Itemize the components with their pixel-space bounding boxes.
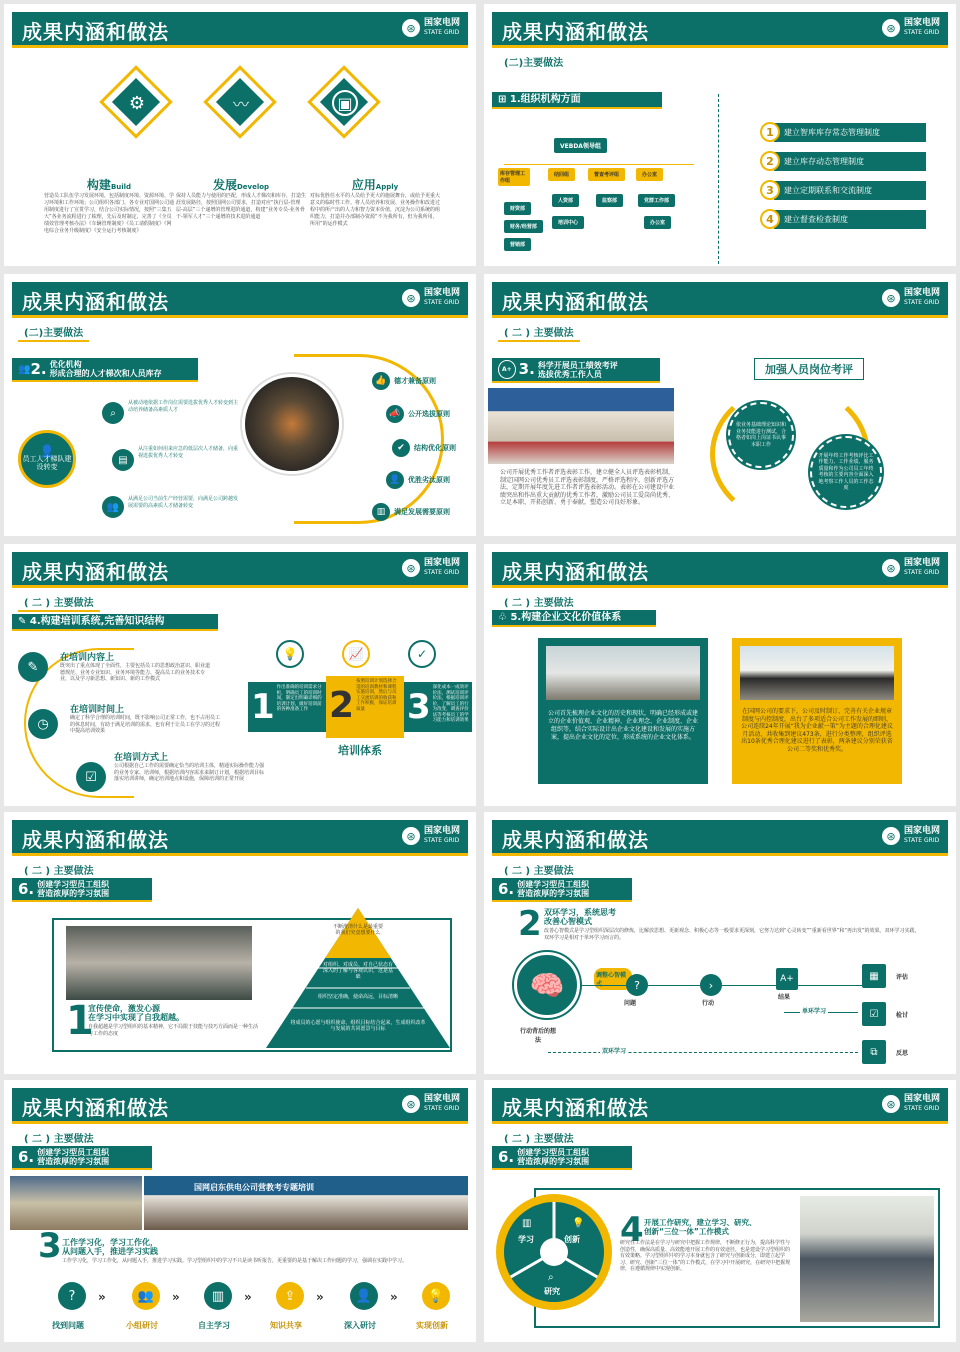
principle-item xyxy=(372,503,450,521)
logo-cn: 国家电网 xyxy=(903,558,940,568)
apply-column xyxy=(310,176,440,228)
section-heading-text: 4.构建培训系统,完善知识结构 xyxy=(29,616,165,627)
trinity-label-learn: 学习 xyxy=(518,1235,534,1244)
org-chart-icon: ⊞ xyxy=(498,94,510,105)
block-text: 确定了科学合理的培训时间，既不影响公司正常工作，也不占用员工的休息时间，有助于满足培训的需求，也有利于让员工在学习的过程中提高培训效果 xyxy=(70,715,221,734)
meeting-photo xyxy=(546,646,700,700)
book-icon: ▥ xyxy=(522,1218,532,1229)
slide-header xyxy=(492,282,948,318)
list-item xyxy=(760,180,926,200)
learning-step: 知识共享 xyxy=(270,1321,302,1330)
list-item xyxy=(760,151,926,171)
section-number: 3. xyxy=(518,360,535,378)
section-number: 2. xyxy=(30,359,47,378)
brain-icon: 🧠 xyxy=(514,952,580,1018)
people-icon: 👥 xyxy=(18,363,31,375)
section-subtitle: (二)主要做法 xyxy=(504,58,564,69)
slide-header xyxy=(492,12,948,48)
section-line2: 营造浓厚的学习氛围 xyxy=(517,1157,590,1166)
double-loop-label: 双环学习 xyxy=(602,1048,627,1055)
step-title-line1: 工作学习化，学习工作化， xyxy=(62,1238,158,1247)
user-icon: 👤 xyxy=(386,471,404,489)
check-icon: ✔ xyxy=(392,439,410,457)
step-number: 3 xyxy=(38,1226,62,1266)
step-number: 2 xyxy=(518,904,542,944)
site-visit-photo xyxy=(800,1196,934,1322)
state-grid-icon: ⊛ xyxy=(402,827,420,845)
org-l2: 财务/经营部 xyxy=(504,220,543,233)
slide-title: 成果内涵和做法 xyxy=(22,828,169,852)
logo-en: STATE GRID xyxy=(423,1105,460,1112)
build-title: 构建 xyxy=(86,178,111,192)
state-grid-icon: ⊛ xyxy=(402,289,420,307)
slide-title: 成果内涵和做法 xyxy=(502,828,649,852)
annual-review-circle xyxy=(810,436,882,508)
logo-en: STATE GRID xyxy=(903,569,940,576)
logo-en: STATE GRID xyxy=(903,1105,940,1112)
state-grid-logo xyxy=(402,559,460,577)
principle-item xyxy=(392,439,456,457)
section-line2: 形成合理的人才梯次和人员库存 xyxy=(49,369,162,378)
learning-step: 小组研讨 xyxy=(126,1321,158,1330)
slide-5 xyxy=(4,544,476,806)
slide-header xyxy=(12,1088,468,1124)
meeting-photo xyxy=(10,1176,142,1230)
list-number: 1 xyxy=(760,122,780,142)
state-grid-icon: ⊛ xyxy=(882,559,900,577)
build-text: 营造员工队伍学习发展环境，包括制度环境、资源环境、学习环境和工作环境；公司组织各部门、各专业对国网公司通用制度进行了宣贯学习，结合公司实际情况，按照“三集五大”各业务流程进行了梳理，先后及时制定、完善了《全员绩效管理考核办法》《车辆管理制度》《员工请假制度》《网电综合业务升级制度》《安全运行考核制度》 xyxy=(44,193,175,234)
slide-header xyxy=(12,820,468,856)
banner-text: 国网启东供电公司营教考专题培训 xyxy=(194,1183,314,1192)
training-system-label: 培训体系 xyxy=(338,744,382,757)
list-text: 建立定期联系和交流制度 xyxy=(774,181,926,200)
step-title-line2: 改善心智模式 xyxy=(544,917,592,926)
section-heading xyxy=(492,92,662,109)
divider xyxy=(718,94,719,264)
state-grid-logo xyxy=(882,1095,940,1113)
section-line1: 创建学习型员工组织 xyxy=(517,880,590,889)
state-grid-icon: ⊛ xyxy=(402,559,420,577)
logo-cn: 国家电网 xyxy=(903,288,940,298)
apply-en: Apply xyxy=(375,183,399,191)
slide-header xyxy=(12,552,468,588)
list-number: 4 xyxy=(760,209,780,229)
section-heading xyxy=(492,1146,632,1170)
training-block xyxy=(60,650,210,683)
step-title xyxy=(644,1218,757,1236)
slide-header xyxy=(12,282,468,318)
learning-step: 实现创新 xyxy=(416,1321,448,1330)
org-l2: 人资部 xyxy=(552,194,579,207)
block-text: 既突出了重点体现了全面性，主要包括员工的思想政治意识、职业道德规范、业务专业知识、业务环境等能力、提高员工的业务技术专业，以及学习新思想、新知识、新的工作模式 xyxy=(60,663,211,682)
section-line1: 创建学习型员工组织 xyxy=(37,880,110,889)
step-text: 深化成本一成效评价法，测试培训评价法，根据培训评价，了解员工的行为改变，调查评价法等考核员工的学习能力和培训效果 xyxy=(432,685,469,723)
system-list xyxy=(760,122,926,229)
section-heading xyxy=(12,1146,152,1170)
org-l1-a: 库存管理工作组 xyxy=(498,168,530,186)
arrow-right-icon: › xyxy=(700,974,722,996)
slide-4 xyxy=(484,274,956,536)
flow-step: 检讨 xyxy=(896,1012,909,1019)
org-l1-b: 结回组 xyxy=(548,168,575,181)
mental-model-label: 调整心智模式 xyxy=(594,968,632,990)
culture-panel-right xyxy=(732,638,902,784)
state-grid-icon: ⊛ xyxy=(882,289,900,307)
slide-title: 成果内涵和做法 xyxy=(502,290,649,314)
list-number: 2 xyxy=(760,151,780,171)
list-item xyxy=(760,122,926,142)
state-grid-icon: ⊛ xyxy=(402,19,420,37)
slide-title: 成果内涵和做法 xyxy=(502,1096,649,1120)
slide-header xyxy=(492,1088,948,1124)
folder-icon: ▤ xyxy=(112,449,134,471)
logo-cn: 国家电网 xyxy=(423,826,460,836)
state-grid-logo xyxy=(402,289,460,307)
list-number: 3 xyxy=(760,180,780,200)
logo-cn: 国家电网 xyxy=(903,18,940,28)
section-number: 6. xyxy=(498,1147,515,1166)
group-photo xyxy=(740,646,894,700)
left-point: 从被动地依据工作岗位需要选拔优秀人才转变到主动培养储备高素质人才 xyxy=(128,400,239,413)
state-grid-logo xyxy=(882,827,940,845)
state-grid-icon: ⊛ xyxy=(882,1095,900,1113)
cube-icon: ▣ xyxy=(332,90,358,116)
org-l1-c: 督查考评组 xyxy=(588,168,625,181)
develop-text: 保持人员能力与使用的匹配，形成人才梯次和库存，打造生涯发展路径，按照国网公司要求，打造对应“执行层-管理层-高层”三个递增的管理进阶通道，构建“业务专员-业务骨干-领军人才”三个递增的技术进阶通道 xyxy=(176,193,307,220)
award-photo xyxy=(488,388,674,464)
org-l2: 党群工作部 xyxy=(638,194,675,207)
section-line2: 营造浓厚的学习氛围 xyxy=(37,1157,110,1166)
flow-step: 行动 xyxy=(702,1000,715,1007)
pyramid-level: 将成员的心愿与组织使命、组织目标结合起来，生成组织改革与发展的共同愿景与目标 xyxy=(290,1020,426,1032)
section-line1: 创建学习型员工组织 xyxy=(37,1148,110,1157)
search-icon: ⌕ xyxy=(102,402,124,424)
slide-title: 成果内涵和做法 xyxy=(502,20,649,44)
apply-text: 对标优胜任水平的人员给予更大的施展舞台，或给予更重大意义的临时性工作。将人员培养和发展、业务操作和改进过程中的所产出的人力和智力资本价值，沉淀为公司系统的组织能力，打造并办部制办资源“不为我所有，但为我所用，所用”的运作模式 xyxy=(310,193,441,227)
slide-header xyxy=(492,820,948,856)
principle-text: 结构优化原则 xyxy=(414,444,456,452)
section-heading xyxy=(12,358,198,382)
assessment-title: 加强人员岗位考评 xyxy=(754,358,864,380)
principle-item xyxy=(372,372,436,390)
slide-1 xyxy=(4,4,476,266)
logo-cn: 国家电网 xyxy=(423,18,460,28)
trend-icon: 〰 xyxy=(232,94,249,114)
trinity-label-research: 研究 xyxy=(544,1287,560,1296)
apply-title: 应用 xyxy=(351,178,376,192)
section-subtitle: ( 二 ) 主要做法 xyxy=(498,862,580,880)
step-number: 1 xyxy=(251,687,275,727)
megaphone-icon: 📣 xyxy=(386,405,404,423)
share-icon: ⇪ xyxy=(276,1282,304,1310)
step-text: 改善心智模式是学习型组织深层次的修炼，比解放思想、更新观念、积极心态等一般要求更深刻，它努力达到“心灵转变”“重新看世界”和“再出发”的效果。双环学习实践，双环学习是相对于单环学习而言的。 xyxy=(544,928,920,941)
slide-title: 成果内涵和做法 xyxy=(22,290,169,314)
step-number: 4 xyxy=(620,1210,644,1250)
principle-text: 优胜劣汰原则 xyxy=(408,476,450,484)
growth-chart-icon: 📈 xyxy=(342,640,370,668)
people-icon: 👤 xyxy=(350,1282,378,1310)
single-loop-label: 单环学习 xyxy=(802,1008,827,1015)
logo-cn: 国家电网 xyxy=(903,1094,940,1104)
org-l2: 财资部 xyxy=(504,202,531,215)
principle-text: 满足发展需要原则 xyxy=(394,508,450,516)
chart-icon: ▥ xyxy=(372,503,390,521)
section-subtitle: ( 二 ) 主要做法 xyxy=(498,1130,580,1148)
principle-text: 德才兼备原则 xyxy=(394,377,436,385)
notepad-icon: ✎ xyxy=(18,616,30,627)
section-line1: 科学开展员工绩效考评 xyxy=(537,360,618,370)
section-heading xyxy=(492,358,660,383)
talent-hub xyxy=(18,430,76,488)
step-text: 研究性工作法是在学习与研究中把握工作规律，不断修正行为，提高科学性与创造性，确保高质量、高效能地开展工作的有效途径，也是建设学习型组织的有效策略。学习型组织中的学习本身就包含了研究与创新成分，即建立起学习、研究、创新“三位一体”的工作模式，在学习中开展研究，在研究中把握规律，在遵循规律中实现创新。 xyxy=(620,1240,791,1272)
talent-hub-text: 员工人才梯队建设转变 xyxy=(22,455,72,471)
state-grid-icon: ⊛ xyxy=(402,1095,420,1113)
step-title-line1: 宣传使命，激发心源 xyxy=(88,1004,160,1013)
list-item xyxy=(760,209,926,229)
section-subtitle: ( 二 ) 主要做法 xyxy=(498,594,580,612)
section-subtitle: (二)主要做法 xyxy=(18,324,89,342)
bulb-icon: 💡 xyxy=(572,1218,585,1229)
section-number: 6. xyxy=(18,879,35,898)
double-loop-line xyxy=(548,1052,858,1053)
section-subtitle: ( 二 ) 主要做法 xyxy=(18,862,100,880)
step-title xyxy=(62,1238,158,1256)
step-number: 3 xyxy=(407,687,431,727)
state-grid-logo xyxy=(882,19,940,37)
logo-en: STATE GRID xyxy=(903,837,940,844)
state-grid-logo xyxy=(402,19,460,37)
left-point: 从注重如何用来应急的低层次人才储备，向重视选拔优秀人才转变 xyxy=(138,446,239,459)
section-heading xyxy=(12,878,152,902)
state-grid-icon: ⊛ xyxy=(882,19,900,37)
section-line2: 营造浓厚的学习氛围 xyxy=(37,889,110,898)
org-l2: 营销部 xyxy=(504,238,531,251)
double-arrow-icon: » xyxy=(244,1290,252,1304)
logo-en: STATE GRID xyxy=(903,29,940,36)
slide-8 xyxy=(484,812,956,1074)
section-line2: 营造浓厚的学习氛围 xyxy=(517,889,590,898)
trinity-label-innovate: 创新 xyxy=(564,1235,580,1244)
a-plus-icon: A+ xyxy=(498,360,516,379)
section-subtitle: ( 二 ) 主要做法 xyxy=(498,324,580,342)
develop-column xyxy=(176,176,306,221)
section-line1: 优化机构 xyxy=(49,360,82,369)
slide-6 xyxy=(484,544,956,806)
double-arrow-icon: » xyxy=(390,1290,398,1304)
org-l2: 监察部 xyxy=(596,194,623,207)
principle-item xyxy=(386,405,450,423)
list-text: 建立库存动态管理制度 xyxy=(774,152,926,171)
build-en: Build xyxy=(110,183,132,191)
slide-3 xyxy=(4,274,476,536)
loop-label: 行动背后的想法 xyxy=(519,1028,556,1044)
state-grid-logo xyxy=(402,1095,460,1113)
org-l2: 培训中心 xyxy=(552,216,584,229)
step-title-line2: 创新“三位一体”工作模式 xyxy=(644,1227,729,1236)
org-root: VEBDA领导组 xyxy=(554,138,607,153)
book-icon: ▥ xyxy=(204,1282,232,1310)
state-grid-logo xyxy=(882,559,940,577)
state-grid-logo xyxy=(402,827,460,845)
circle-text: 开展年终工作考核评比工作能力、工作业绩、服务质量和作为公司员工年终考核的主要内容全面深入地考察工作人员的工作态度 xyxy=(818,452,874,491)
section-number: 6. xyxy=(498,879,515,898)
section-subtitle: ( 二 ) 主要做法 xyxy=(18,1130,100,1148)
org-l2: 办公室 xyxy=(644,216,671,229)
clipboard-icon: ▦ xyxy=(862,964,886,988)
people-icon: 👤 xyxy=(39,444,55,458)
slide-7 xyxy=(4,812,476,1074)
slide-header xyxy=(12,12,468,48)
checklist-icon: ☑ xyxy=(862,1002,886,1026)
thumbs-up-icon: 👍 xyxy=(372,372,390,390)
state-grid-logo xyxy=(882,289,940,307)
logo-cn: 国家电网 xyxy=(423,288,460,298)
slide-2 xyxy=(484,4,956,266)
block-heading: 在培训时间上 xyxy=(70,705,125,715)
slide-title: 成果内涵和做法 xyxy=(22,560,169,584)
logo-en: STATE GRID xyxy=(423,837,460,844)
logo-en: STATE GRID xyxy=(423,299,460,306)
step-title-line2: 从问题入手，推进学习实践 xyxy=(62,1247,158,1256)
build-column xyxy=(44,176,174,235)
section-heading xyxy=(12,614,218,631)
flow-step: 评估 xyxy=(896,974,909,981)
org-l1-d: 办公室 xyxy=(636,168,663,181)
step-title-line1: 开展工作研究，建立学习、研究、 xyxy=(644,1218,757,1227)
block-heading: 在培训方式上 xyxy=(114,753,169,763)
training-step xyxy=(326,676,404,738)
principle-item xyxy=(386,471,450,489)
develop-en: Develop xyxy=(236,183,270,191)
logo-cn: 国家电网 xyxy=(903,826,940,836)
group-icon: 👥 xyxy=(132,1282,160,1310)
culture-text-right: 在国网公司的要求下，公司及时制订、完善有关企业规章制度与内控制度，出台了多项适合公司工作发展的细则，公司连续24年开展“我为企业献一策”为主题的合理化建议月活动，共收集到建议473条，进行分类整理，组织评选出10条优秀合理化建议进行了表彰，两条建议分别荣获省公司二等奖和优秀奖。 xyxy=(741,708,893,753)
gears-icon: ⚙ xyxy=(128,92,146,114)
slide-title: 成果内涵和做法 xyxy=(22,20,169,44)
double-arrow-icon: » xyxy=(172,1290,180,1304)
magnifier-icon: ⌕ xyxy=(548,1272,554,1283)
training-block xyxy=(114,750,264,783)
step-number: 1 xyxy=(66,998,94,1044)
section-heading-text: 5.构建企业文化价值体系 xyxy=(510,612,622,623)
learning-step: 找到问题 xyxy=(52,1321,84,1330)
double-arrow-icon: » xyxy=(316,1290,324,1304)
plant-icon: ♧ xyxy=(498,612,511,623)
question-icon: ? xyxy=(626,974,648,996)
step-title-line2: 在学习中实现了自我超越。 xyxy=(88,1013,184,1022)
step-text: 工作学习化，学习工作化，从问题入手，推进学习实践。学习型组织中的学习不只是读书听报告，更重要的是基于解决工作问题的学习，强调在实践中学习。 xyxy=(62,1258,408,1264)
step-title xyxy=(544,908,616,926)
slide-title: 成果内涵和做法 xyxy=(22,1096,169,1120)
logo-cn: 国家电网 xyxy=(423,1094,460,1104)
network-icon: ⧉ xyxy=(862,1040,886,1064)
training-step xyxy=(404,682,472,732)
people-icon: 👥 xyxy=(102,496,124,518)
logo-cn: 国家电网 xyxy=(423,558,460,568)
state-grid-icon: ⊛ xyxy=(882,827,900,845)
slide-10 xyxy=(484,1080,956,1342)
training-step xyxy=(248,682,326,732)
step-number: 2 xyxy=(329,685,355,726)
org-line xyxy=(504,164,694,165)
section-heading xyxy=(492,878,632,902)
training-block xyxy=(70,702,220,735)
discussion-photo xyxy=(66,926,252,1000)
flow-step: 问题 xyxy=(624,1000,637,1007)
question-icon: ? xyxy=(58,1282,86,1310)
checkmark-icon: ✓ xyxy=(408,640,436,668)
step-text: 按照培训计划选择合适的培训教材和课程实施培训，然后与员工交流培训的收获和工作积极，保证培训质量 xyxy=(356,679,397,712)
pyramid-level: 组织坚定准确，使命高远，目标清晰 xyxy=(317,994,398,1000)
block-text: 公司根据自己工作的需要确定恰当的培训主体，精通实际操作能力强的业务专家、培训师，根据培训内容需求来制订计划，根据培训目标落实培训讲师，确定培训地点和设施，保障培训的正常开展 xyxy=(114,763,265,782)
section-subtitle: ( 二 ) 主要做法 xyxy=(18,594,100,612)
double-arrow-icon: » xyxy=(98,1290,106,1304)
learning-step: 自主学习 xyxy=(198,1321,230,1330)
section-heading-text: 1.组织机构方面 xyxy=(509,94,581,105)
left-point: 从满足公司当前生产经营需要，向满足公司跨越发展需要的高素质人才储备转变 xyxy=(128,496,239,509)
flow-line xyxy=(580,985,874,986)
circle-text: 依业务基础理论知识和业务技能进行测试，合格者如岗上岗证书认事本职工作 xyxy=(736,422,787,448)
section-number: 6. xyxy=(18,1147,35,1166)
section-heading xyxy=(492,610,656,627)
list-text: 建立督查检查制度 xyxy=(774,210,926,229)
logo-en: STATE GRID xyxy=(423,29,460,36)
knowledge-test-circle xyxy=(728,402,794,468)
logo-en: STATE GRID xyxy=(423,569,460,576)
flow-step: 结果 xyxy=(778,994,791,1001)
grade-icon: A+ xyxy=(776,968,798,990)
section-line2: 选拔优秀工作人员 xyxy=(537,369,602,379)
learning-step: 深入研讨 xyxy=(344,1321,376,1330)
pyramid-level: 不断澄清什么是最重要的我们究竟想要什么 xyxy=(332,924,383,936)
slide-title: 成果内涵和做法 xyxy=(502,560,649,584)
step-title-line1: 双环学习，系统思考 xyxy=(544,908,616,917)
flow-step: 反思 xyxy=(896,1050,909,1057)
develop-title: 发展 xyxy=(212,178,237,192)
culture-panel-left xyxy=(538,638,708,784)
principle-text: 公开选拔原则 xyxy=(408,410,450,418)
section-line1: 创建学习型员工组织 xyxy=(517,1148,590,1157)
lightbulb-icon: 💡 xyxy=(276,640,304,668)
slide-header xyxy=(492,552,948,588)
edit-icon: ✎ xyxy=(18,652,48,682)
list-text: 建立智库库存常态管理制度 xyxy=(774,123,926,142)
lightbulb-icon: 💡 xyxy=(422,1282,450,1310)
culture-text-left: 公司首先梳理企业文化的历史和现状，明确已经形成或建立的企业价值观、企业精神、企业理念、企业制度、企业组织等，结合实际设计出企业文化建设和发展的实施方案，提出企业文化的定位，形成系统的企业文化体系。 xyxy=(547,710,698,741)
checklist-icon: ☑ xyxy=(76,762,106,792)
step-text: 自我超越是学习型组织的基本精神，它不局限于技能与技巧方面而是一种生活与工作的态度 xyxy=(88,1024,259,1037)
step-text: 作出准确的培训需求分析，明确员工的培训时间，制定出明确详细的培训计划，做好培训前的各种准备工作 xyxy=(276,685,322,712)
block-heading: 在培训内容上 xyxy=(60,653,115,663)
step-title xyxy=(88,1004,184,1022)
slide-9 xyxy=(4,1080,476,1342)
award-text: 公司开展优秀工作者评选表彰工作，建立健全人员评选表彰机制，制定国网公司优秀员工评选表彰制度，严格评选程序，创新评选方法，定期开展年度先进工作者评选表彰活动。表彰在公司建设中业绩突出和作出重大贡献的优秀工作者，激励公司员工爱岗尚优秀、立足本职、开拓创新、勇于奉献，塑造公司良好形象。 xyxy=(500,469,675,506)
clock-icon: ◷ xyxy=(28,709,58,739)
logo-en: STATE GRID xyxy=(903,299,940,306)
pyramid-level: 对组织、对成员、对自己状态有深入的了解与客观认识，这是基础 xyxy=(322,962,393,980)
